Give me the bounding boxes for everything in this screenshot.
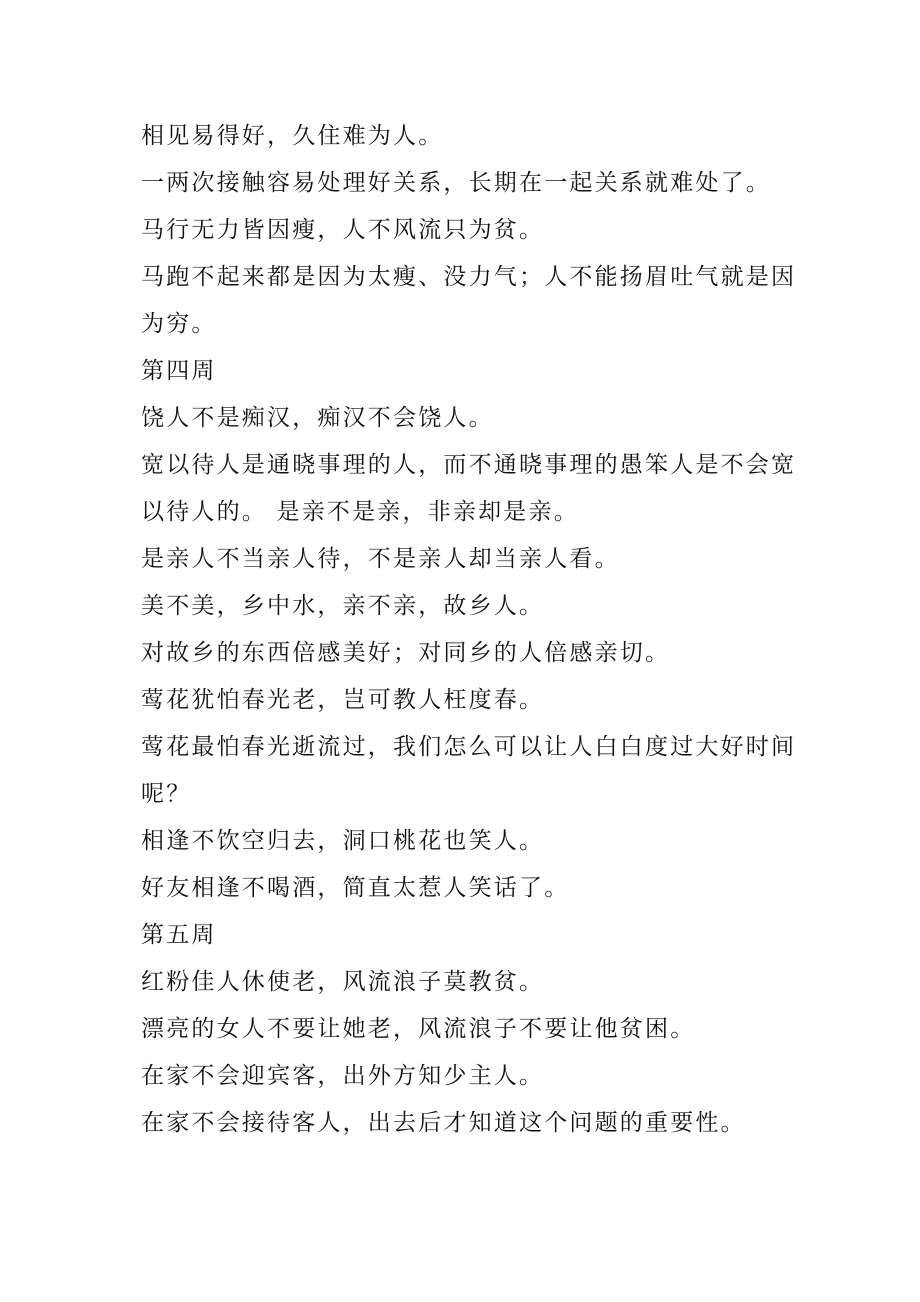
text-line: 为穷。: [141, 311, 217, 337]
text-line: 是亲人不当亲人待，不是亲人却当亲人看。: [141, 546, 620, 572]
text-line: 好友相逢不喝酒，简直太惹人笑话了。: [141, 875, 570, 901]
text-line: 莺花最怕春光逝流过，我们怎么可以让人白白度过大好时间: [141, 734, 797, 760]
text-line: 相见易得好，久住难为人。: [141, 123, 444, 149]
text-line: 以待人的。 是亲不是亲，非亲却是亲。: [141, 499, 579, 525]
text-line: 马行无力皆因瘦，人不风流只为贫。: [141, 217, 545, 243]
text-line: 在家不会迎宾客，出外方知少主人。: [141, 1063, 545, 1089]
text-line: 马跑不起来都是因为太瘦、没力气；人不能扬眉吐气就是因: [141, 264, 797, 290]
text-line: 呢？: [141, 781, 192, 807]
text-line: 在家不会接待客人，出去后才知道这个问题的重要性。: [141, 1110, 746, 1136]
text-line: 宽以待人是通晓事理的人，而不通晓事理的愚笨人是不会宽: [141, 452, 797, 478]
text-line: 一两次接触容易处理好关系，长期在一起关系就难处了。: [141, 170, 771, 196]
text-line: 饶人不是痴汉，痴汉不会饶人。: [141, 405, 494, 431]
document-body: [141, 113, 797, 1147]
text-line: 漂亮的女人不要让她老，风流浪子不要让他贫困。: [141, 1016, 696, 1042]
text-line: 莺花犹怕春光老，岂可教人枉度春。: [141, 687, 545, 713]
text-line: 对故乡的东西倍感美好；对同乡的人倍感亲切。: [141, 640, 671, 666]
text-line: 红粉佳人休使老，风流浪子莫教贫。: [141, 969, 545, 995]
text-line: 相逢不饮空归去，洞口桃花也笑人。: [141, 828, 545, 854]
text-line: 美不美，乡中水，亲不亲，故乡人。: [141, 593, 545, 619]
section-heading: 第四周: [141, 358, 217, 384]
section-heading: 第五周: [141, 922, 217, 948]
